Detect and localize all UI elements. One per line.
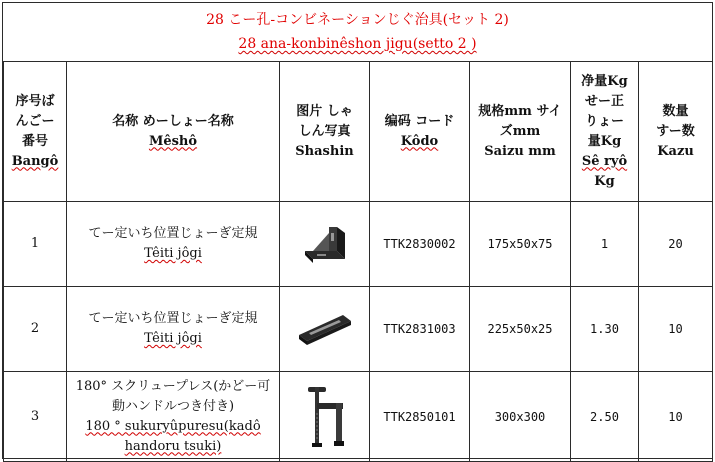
row-code: TTK2850101 [370,372,470,462]
name-romaji: Têiti jôgi [144,331,202,346]
title-japanese: 28 こー孔-コンビネーションじぐ治具(セット 2) [206,12,509,28]
header-row [4,62,713,202]
header-size: 规格mm サイ ズmm Saizu mm [470,62,571,202]
row-photo [280,287,370,372]
row-qty: 10 [639,287,713,372]
name-romaji: 180 ° sukuryûpuresu(kadô handoru tsuki) [85,418,261,454]
name-japanese: てー定いち位置じょーぎ定規 [88,226,258,241]
table-row [4,202,713,287]
name-romaji: Têiti jôgi [144,246,202,261]
row-photo [280,372,370,462]
row-size: 175x50x75 [470,202,571,287]
title-romaji: 28 ana-konbinêshon jigu(setto 2 ) [238,36,477,52]
row-size: 225x50x25 [470,287,571,372]
row-number: 2 [4,287,67,372]
row-weight: 1 [571,202,639,287]
table-row [4,372,713,462]
row-weight: 2.50 [571,372,639,462]
slotted-bar-icon [283,309,366,349]
l-bracket-icon [283,221,366,267]
row-qty: 10 [639,372,713,462]
name-japanese: てー定いち位置じょーぎ定規 [88,311,258,326]
row-name [67,287,280,372]
row-code: TTK2830002 [370,202,470,287]
header-photo: 图片 しゃ しん写真 Shashin [280,62,370,202]
catalog-sheet [2,2,713,459]
parts-table [3,61,713,462]
row-size: 300x300 [470,372,571,462]
header-weight: 净量Kg せー正 りょー 量Kg Sê ryô Kg [571,62,639,202]
row-qty: 20 [639,202,713,287]
header-no: 序号ば んごー 番号 Bangô [4,62,67,202]
row-photo [280,202,370,287]
screw-press-icon [283,385,366,449]
row-number: 3 [4,372,67,462]
header-name: 名称 めーしょー名称 Mêshô [67,62,280,202]
row-code: TTK2831003 [370,287,470,372]
header-qty: 数量 すー数 Kazu [639,62,713,202]
row-name [67,372,280,462]
row-name [67,202,280,287]
row-weight: 1.30 [571,287,639,372]
title-block [3,3,712,62]
name-japanese: 180° スクリュープレス(かどー可動ハンドルつき付き) [75,378,271,414]
row-number: 1 [4,202,67,287]
table-row [4,287,713,372]
header-code: 编码 コード Kôdo [370,62,470,202]
